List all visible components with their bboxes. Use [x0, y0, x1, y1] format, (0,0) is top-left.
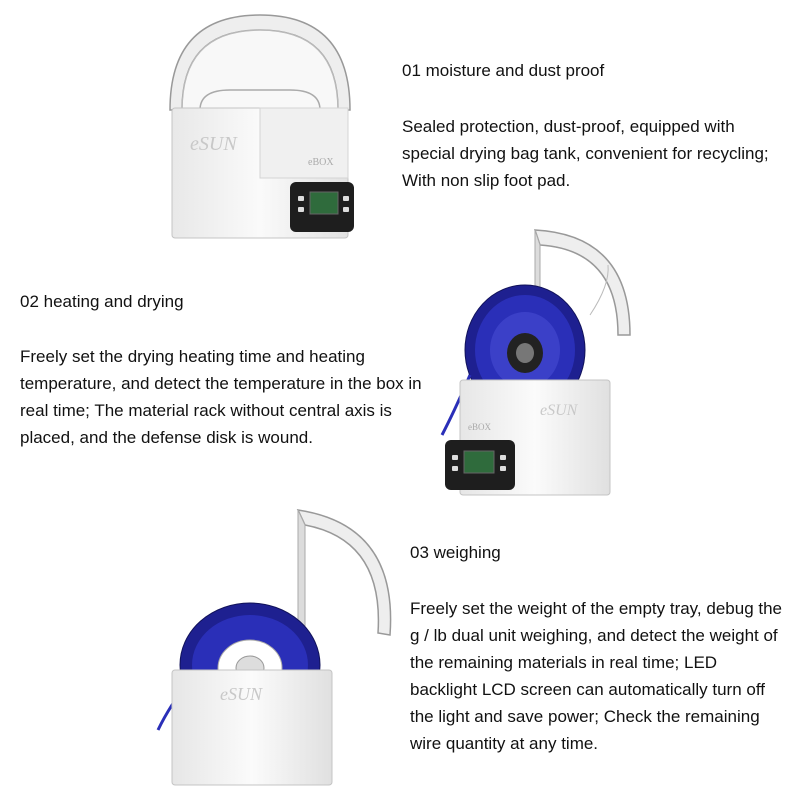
feature-1-description: Sealed protection, dust-proof, equipped with special drying bag tank, convenient for recycling; With non slip foot pad. — [402, 117, 769, 190]
ebox-open-heating-image — [440, 225, 640, 500]
feature-2-description: Freely set the drying heating time and heating temperature, and detect the temperature in the box in real time; The material rack without central axis is placed, and the defense disk is wound. — [20, 347, 422, 447]
feature-2-title: 02 heating and drying — [20, 292, 184, 311]
esun-logo: eSUN — [540, 402, 578, 419]
ebox-label: eBOX — [468, 422, 491, 432]
feature-3-description: Freely set the weight of the empty tray, debug the g / lb dual unit weighing, and detect the weight of the remaining materials in real time; LED backlight LCD screen can automatically turn off the light and save power; Check the remaining wire quantity at any time. — [410, 599, 782, 753]
feature-1-title: 01 moisture and dust proof — [402, 61, 605, 80]
ebox-weighing-image — [150, 505, 400, 790]
feature-3-title: 03 weighing — [410, 543, 501, 562]
ebox-label: eBOX — [308, 157, 334, 168]
esun-logo: eSUN — [190, 133, 237, 155]
ebox-closed-image — [160, 10, 360, 250]
esun-logo: eSUN — [220, 684, 262, 704]
